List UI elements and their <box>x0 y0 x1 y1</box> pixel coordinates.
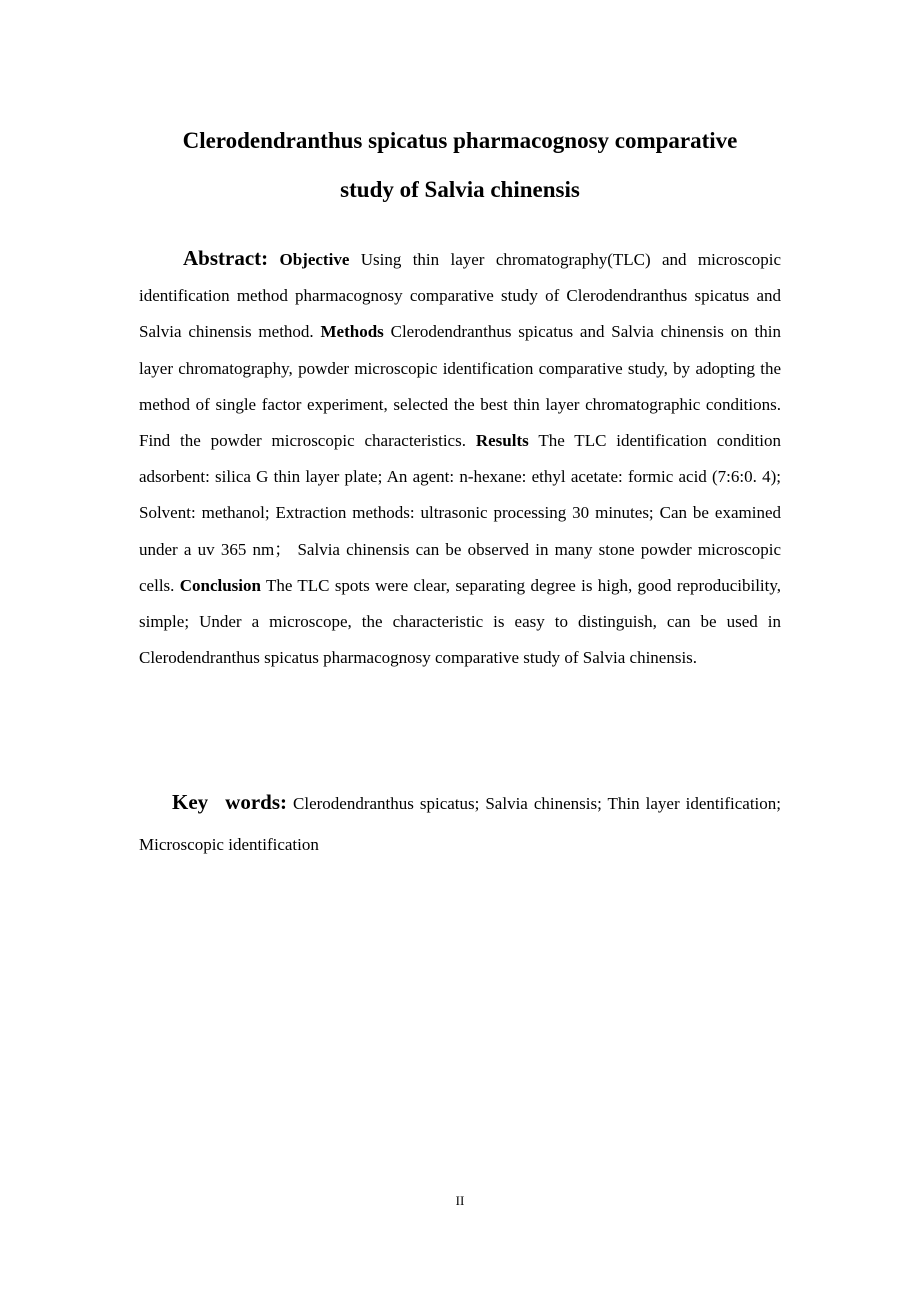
objective-label: Objective <box>279 250 350 269</box>
abstract-paragraph <box>139 240 781 676</box>
keywords-paragraph <box>139 782 781 865</box>
results-text: The TLC identification condition adsorbent: silica G thin layer plate; An agent: n-hexane: ethyl acetate: formic acid (7:6:0. 4); Solvent: methanol; Extraction methods: ultrasonic processing 30 minutes; Can be examined under a uv 365 nm； Salvia chinensis can be observed in many stone powder microscopic cells. <box>139 431 782 595</box>
keywords-label: Key words: <box>172 790 287 814</box>
methods-text: Clerodendranthus spicatus and Salvia chinensis on thin layer chromatography, powder microscopic identification comparative study, by adopting the method of single factor experiment, selected the best thin layer chromatographic conditions. Find the powder microscopic characteristics. <box>139 322 781 451</box>
keywords-text: Clerodendranthus spicatus; Salvia chinensis; Thin layer identification; Microscopic identification <box>139 794 781 854</box>
conclusion-text: The TLC spots were clear, separating degree is high, good reproducibility, simple; Under a microscope, the characteristic is easy to distinguish, can be used in Clerodendranthus spicatus pharmacognosy comparative study of Salvia chinensis. <box>139 575 782 668</box>
methods-label: Methods <box>320 322 384 342</box>
abstract-label: Abstract: <box>183 246 269 270</box>
paper-title <box>139 116 781 214</box>
page-number: II <box>455 1193 465 1208</box>
paper-title-line-2: study of Salvia chinensis <box>340 177 580 202</box>
paper-title-line-1: Clerodendranthus spicatus pharmacognosy comparative <box>182 128 738 153</box>
results-label: Results <box>475 431 529 451</box>
objective-text: Using thin layer chromatography(TLC) and microscopic identification method pharmacognosy comparative study of Clerodendranthus spicatus and Salvia chinensis method. <box>139 250 782 342</box>
conclusion-label: Conclusion <box>179 575 261 595</box>
